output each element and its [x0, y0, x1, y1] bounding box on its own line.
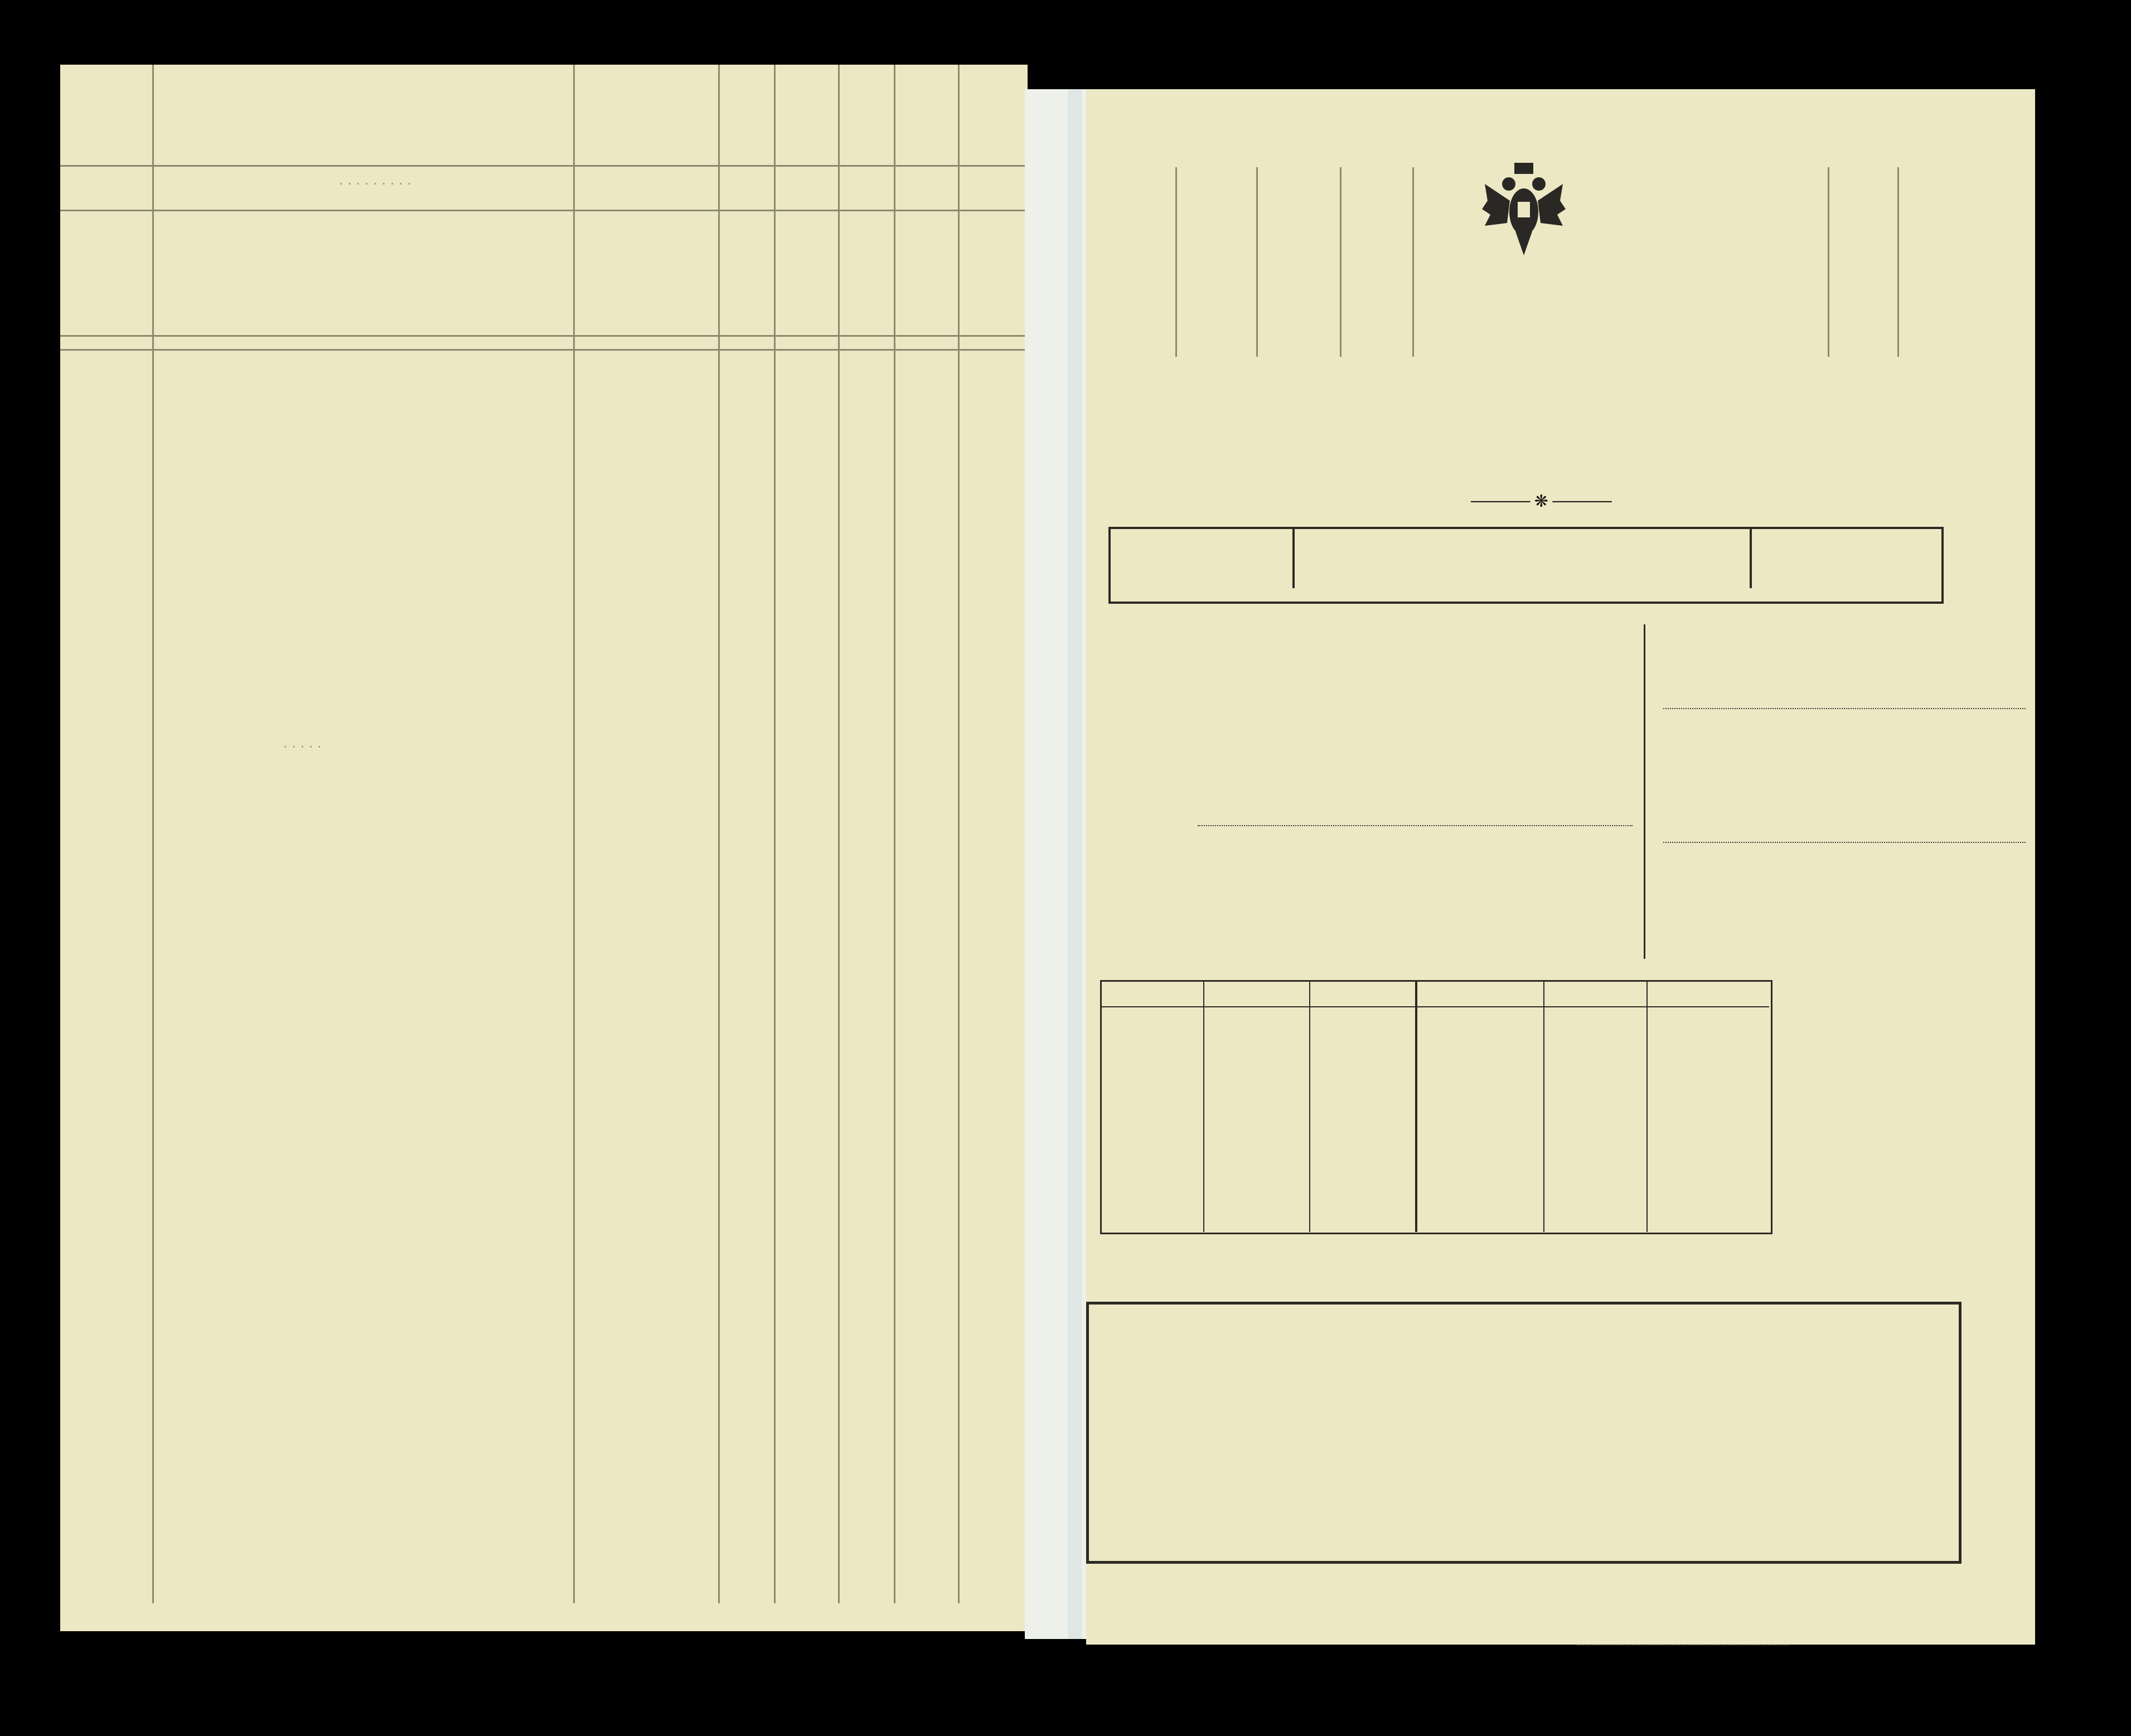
header-grid-rule	[1897, 167, 1899, 357]
left-column-rule	[718, 65, 720, 1603]
table-rule	[1543, 980, 1544, 1232]
form-header-divider	[1292, 527, 1295, 588]
fill-line	[1577, 1645, 1789, 1646]
left-header-rule	[60, 210, 1028, 211]
table-rule	[1100, 1006, 1769, 1007]
form-header-box	[1108, 527, 1944, 604]
form-header-divider	[1750, 527, 1752, 588]
left-column-rule	[838, 65, 840, 1603]
census-form-page	[1086, 89, 2035, 1645]
left-column-rule	[573, 65, 575, 1603]
left-column-rule	[894, 65, 895, 1603]
bleed-through-text: · · · · ·	[283, 739, 322, 755]
sheet-label	[1761, 142, 1764, 181]
left-column-rule	[958, 65, 960, 1603]
table-rule	[1646, 980, 1648, 1232]
header-grid-rule	[1256, 167, 1258, 357]
fill-line	[1663, 708, 2026, 709]
left-header-rule	[60, 165, 1028, 167]
count-table	[1086, 1302, 1962, 1564]
fill-line	[1198, 825, 1633, 826]
buildings-table	[1100, 980, 1772, 1234]
table-rule	[1415, 980, 1417, 1232]
table-rule	[1203, 980, 1204, 1232]
left-column-rule	[152, 65, 154, 1603]
header-grid-rule	[1828, 167, 1829, 357]
location-divider	[1644, 624, 1645, 959]
header-grid-rule	[1412, 167, 1414, 357]
left-column-rule	[774, 65, 776, 1603]
left-header-rule	[60, 335, 1028, 337]
left-page	[60, 65, 1028, 1631]
table-rule	[1309, 980, 1310, 1232]
bleed-through-text: · · · · · · · · ·	[339, 176, 411, 192]
book-spine-edge	[1068, 89, 1082, 1639]
fill-line	[1663, 842, 2026, 843]
double-headed-eagle-icon	[1482, 162, 1566, 256]
header-grid-rule	[1340, 167, 1341, 357]
left-header-rule	[60, 349, 1028, 351]
ornament-divider: ───── ❋ ─────	[1471, 492, 1612, 511]
header-grid-rule	[1175, 167, 1177, 357]
